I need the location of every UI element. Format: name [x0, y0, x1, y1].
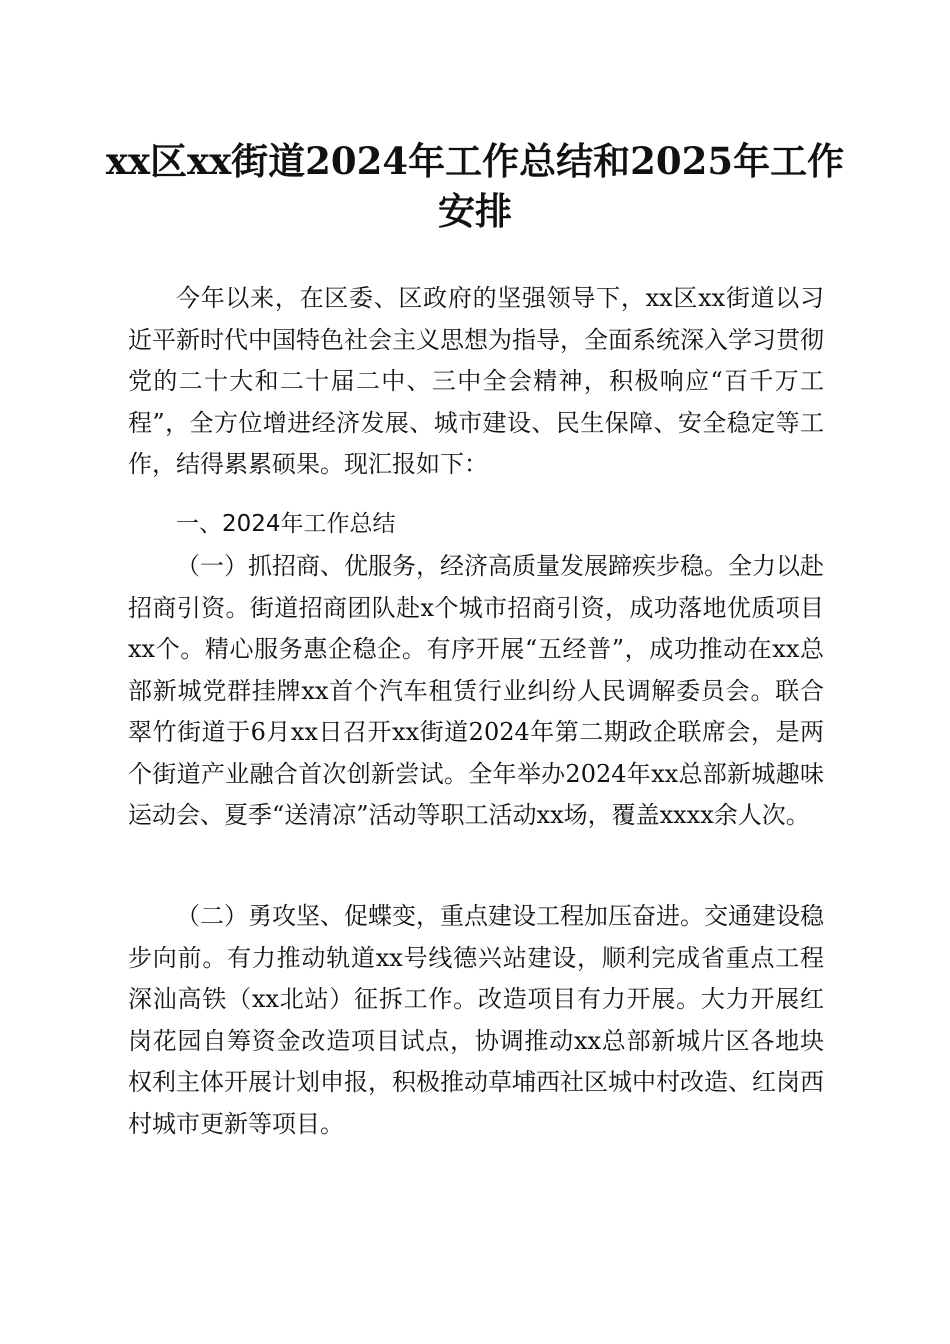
section-one-heading: 一、2024年工作总结: [176, 511, 396, 537]
document-title: xx区xx街道2024年工作总结和2025年工作安排: [105, 139, 845, 233]
item-two-paragraph: （二）勇攻坚、促蝶变，重点建设工程加压奋进。交通建设稳步向前。有力推动轨道xx号线德兴站建设，顺利完成省重点工程深汕高铁（xx北站）征拆工作。改造项目有力开展。大力开展红岗花园自筹资金改造项目试点，协调推动xx总部新城片区各地块权利主体开展计划申报，积极推动草埔西社区城中村改造、红岗西村城市更新等项目。: [128, 902, 824, 1138]
item-one-paragraph: （一）抓招商、优服务，经济高质量发展蹄疾步稳。全力以赴招商引资。街道招商团队赴x个城市招商引资，成功落地优质项目xx个。精心服务惠企稳企。有序开展“五经普”，成功推动在xx总部新城党群挂牌xx首个汽车租赁行业纠纷人民调解委员会。联合翠竹街道于6月xx日召开xx街道2024年第二期政企联席会，是两个街道产业融合首次创新尝试。全年举办2024年xx总部新城趣味运动会、夏季“送清凉”活动等职工活动xx场，覆盖xxxx余人次。: [128, 552, 824, 829]
intro-paragraph: 今年以来，在区委、区政府的坚强领导下，xx区xx街道以习近平新时代中国特色社会主义思想为指导，全面系统深入学习贯彻党的二十大和二十届二中、三中全会精神，积极响应“百千万工程”，全方位增进经济发展、城市建设、民生保障、安全稳定等工作，结得累累硕果。现汇报如下：: [128, 284, 824, 478]
